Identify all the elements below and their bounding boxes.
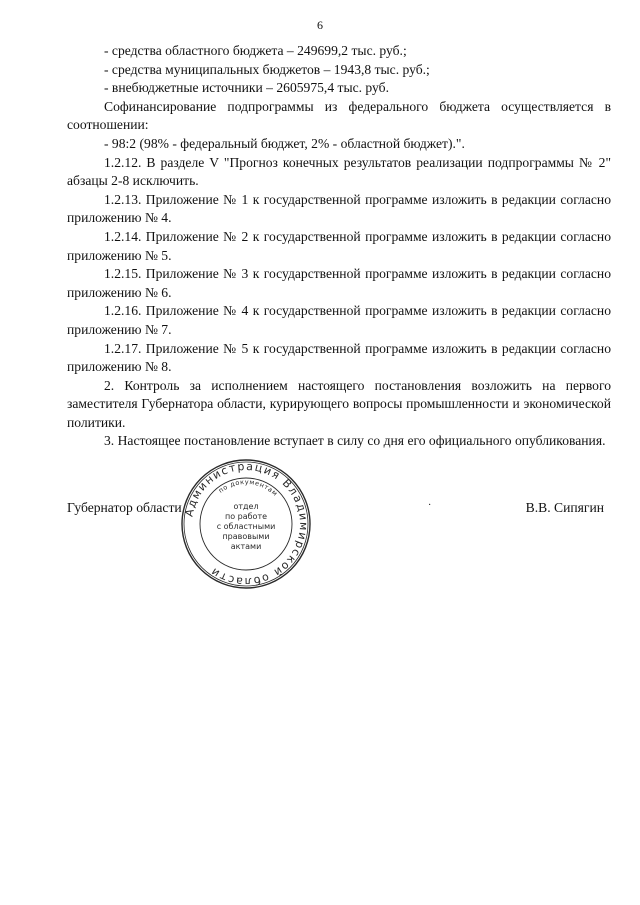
stamp-center-line: актами [230,542,262,551]
document-body [67,42,611,451]
signature-name: В.В. Сипягин [525,500,604,515]
paragraph: - внебюджетные источники – 2605975,4 тыс. руб. [104,80,389,96]
stamp-inner-text: по документам [216,477,280,499]
signature-position: Губернатор области [67,500,182,515]
paragraph: - средства областного бюджета – 249699,2 тыс. руб.; [104,43,407,58]
paragraph: 1.2.17. Приложение № 5 к государственной программе изложить в редакции согласно приложению № 8. [67,340,611,375]
stamp-center-line: с областными [216,522,276,531]
stamp-seal-icon [180,458,312,590]
stamp-center-line: отдел [233,502,259,511]
paragraph: 1.2.12. В разделе V "Прогноз конечных результатов реализации подпрограммы № 2" абзацы 2-8 исключить. [67,154,611,189]
paragraph: - 98:2 (98% - федеральный бюджет, 2% - областной бюджет).". [104,135,465,151]
paragraph: 1.2.13. Приложение № 1 к государственной программе изложить в редакции согласно приложению № 4. [67,191,611,226]
stamp-center-line: по работе [224,512,268,521]
paragraph: 1.2.16. Приложение № 4 к государственной программе изложить в редакции согласно приложению № 7. [67,303,611,337]
official-stamp [180,458,312,590]
paragraph: 1.2.14. Приложение № 2 к государственной программе изложить в редакции согласно приложению № 5. [67,228,611,263]
svg-text:по документам [217,478,279,498]
stamp-outer-text: Администрация Владимирской области [182,459,311,589]
paragraph: 3. Настоящее постановление вступает в силу со дня его официального опубликования. [104,433,606,449]
paragraph: - средства муниципальных бюджетов – 1943,8 тыс. руб.; [104,61,430,77]
paragraph: Софинансирование подпрограммы из федерального бюджета осуществляется в соотношении: [67,98,611,133]
paragraph: 1.2.15. Приложение № 3 к государственной программе изложить в редакции согласно приложению № 6. [67,266,611,300]
stray-mark: · [428,500,432,511]
page-number: 6 [317,18,323,32]
stamp-center-line: правовыми [222,532,270,541]
paragraph: 2. Контроль за исполнением настоящего постановления возложить на первого заместителя Губернатора области, курирующего вопросы промышленности и экономической политики. [67,377,611,430]
